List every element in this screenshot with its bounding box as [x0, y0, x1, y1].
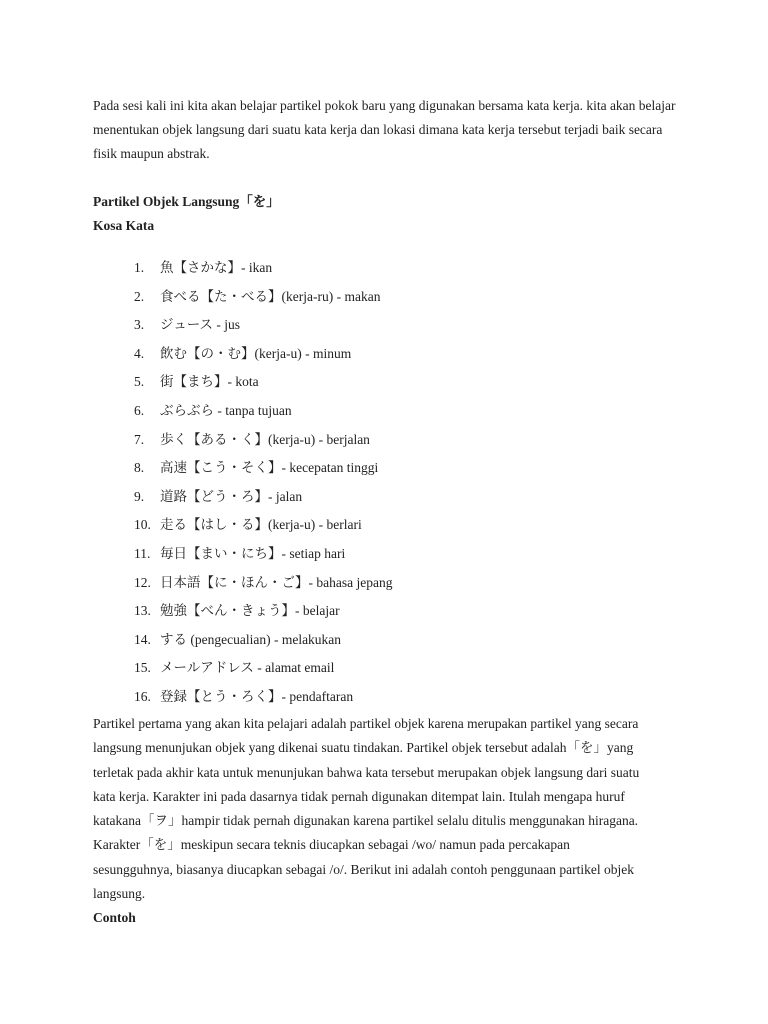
list-item: 16. 登録【とう・ろく】- pendaftaran [134, 688, 354, 704]
list-item: 9. 道路【どう・ろ】- jalan [134, 488, 303, 504]
list-item: 7. 歩く【ある・く】(kerja-u) - berjalan [134, 431, 370, 447]
list-item: 2. 食べる【た・べる】(kerja-ru) - makan [134, 288, 381, 304]
intro-paragraph: Pada sesi kali ini kita akan belajar partikel pokok baru yang digunakan bersama kata kerja. kita akan belajar menentukan objek langsung dari suatu kata kerja dan lokasi dimana kata kerja tersebut terjadi baik secara fisik maupun abstrak. [93, 98, 676, 161]
list-item: 4. 飲む【の・む】(kerja-u) - minum [134, 345, 352, 361]
list-item: 14. する (pengecualian) - melakukan [134, 631, 342, 647]
list-item: 10. 走る【はし・る】(kerja-u) - berlari [134, 517, 362, 533]
heading-example: Contoh [93, 910, 136, 925]
heading-particle: Partikel Objek Langsung「を」 [93, 194, 280, 209]
list-item: 1. 魚【さかな】- ikan [134, 260, 273, 275]
list-item: 13. 勉強【べん・きょう】- belajar [134, 603, 340, 619]
list-item: 12. 日本語【に・ほん・ご】- bahasa jepang [134, 574, 393, 590]
list-item: 15. メールアドレス - alamat email [134, 660, 335, 676]
list-item: 3. ジュース - jus [134, 317, 241, 333]
vocab-list [134, 257, 392, 715]
list-item: 6. ぶらぶら - tanpa tujuan [134, 402, 292, 418]
list-item: 11. 毎日【まい・にち】- setiap hari [134, 545, 346, 561]
list-item: 5. 街【まち】- kota [134, 374, 259, 390]
list-item: 8. 高速【こう・そく】- kecepatan tinggi [134, 460, 379, 476]
heading-vocab: Kosa Kata [93, 218, 155, 233]
particle-explanation-paragraph: Partikel pertama yang akan kita pelajari adalah partikel objek karena merupakan partikel yang secara langsung menunjukan objek yang dikenai suatu tindakan. Partikel objek tersebut adalah「を」yang terletak pada akhir kata untuk menunjukan bahwa kata tersebut merupakan objek langsung dari suatu kata kerja. Karakter ini pada dasarnya tidak pernah digunakan ditempat lain. Itulah mengapa huruf katakana「ヲ」hampir tidak pernah digunakan karena partikel selalu ditulis menggunakan hiragana. Karakter「を」meskipun secara teknis diucapkan sebagai /wo/ namun pada percakapan sesungguhnya, biasanya diucapkan sebagai /o/. Berikut ini adalah contoh penggunaan partikel objek langsung. [93, 716, 640, 902]
